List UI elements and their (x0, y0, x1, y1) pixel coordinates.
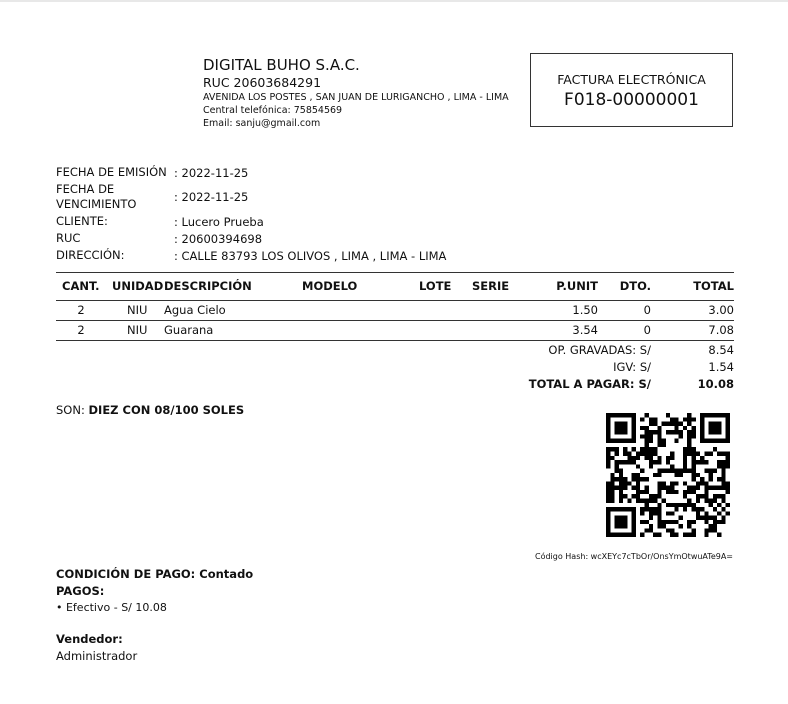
table-header (56, 273, 734, 300)
totals-label: IGV: S/ (613, 360, 651, 374)
totals-row (400, 359, 734, 376)
cell-unidad: NIU (127, 323, 148, 337)
cell-descripcion: Guarana (164, 323, 214, 337)
info-label: CLIENTE: (56, 214, 108, 228)
cell-dto: 0 (643, 323, 651, 337)
info-value: : 2022-11-25 (174, 190, 249, 204)
header-dto: DTO. (619, 279, 651, 293)
qr-code (606, 413, 730, 537)
table-row (56, 301, 734, 321)
header-descripcion: DESCRIPCIÓN (164, 279, 252, 293)
company-phone: Central telefónica: 75854569 (203, 105, 343, 116)
cell-total: 7.08 (708, 323, 734, 337)
info-value: : 2022-11-25 (174, 165, 249, 180)
invoice-number: F018-00000001 (564, 90, 699, 110)
info-row (56, 230, 446, 247)
cell-descripcion: Agua Cielo (164, 303, 226, 317)
items-table (56, 272, 734, 341)
invoice-type: FACTURA ELECTRÓNICA (557, 72, 706, 87)
payment-item: • Efectivo - S/ 10.08 (56, 601, 167, 614)
info-row (56, 164, 446, 181)
info-value: : CALLE 83793 LOS OLIVOS , LIMA , LIMA - LIMA (174, 248, 447, 263)
amount-in-words (56, 403, 244, 417)
grand-total-label: TOTAL A PAGAR: S/ (528, 377, 651, 391)
top-divider (0, 0, 788, 2)
info-row (56, 213, 446, 230)
table-row (56, 321, 734, 341)
info-label: DIRECCIÓN: (56, 248, 125, 262)
son-prefix: SON: (56, 403, 85, 417)
cell-unidad: NIU (127, 303, 148, 317)
totals-row (400, 342, 734, 359)
header-cant: CANT. (62, 279, 100, 293)
seller-label: Vendedor: (56, 632, 123, 646)
hash-code: Código Hash: wcXEYc7cTbOr/OnsYmOtwuATe9A= (534, 552, 733, 561)
seller-name: Administrador (56, 649, 138, 663)
cell-cant: 2 (77, 303, 85, 317)
info-label: RUC (56, 231, 81, 245)
totals-row-grand (400, 376, 734, 393)
payment-condition: CONDICIÓN DE PAGO: Contado (56, 567, 254, 581)
cell-dto: 0 (643, 303, 651, 317)
header-modelo: MODELO (302, 279, 358, 293)
totals-label: OP. GRAVADAS: S/ (548, 343, 651, 357)
cell-punit: 1.50 (572, 303, 598, 317)
invoice-number-box (530, 53, 733, 127)
company-header (203, 56, 509, 130)
header-unidad: UNIDAD (112, 279, 164, 293)
info-value: : Lucero Prueba (174, 214, 264, 229)
cell-total: 3.00 (708, 303, 734, 317)
invoice-info (56, 164, 446, 264)
header-lote: LOTE (419, 279, 452, 293)
header-punit: P.UNIT (556, 279, 598, 293)
info-label: FECHA DE EMISIÓN (56, 165, 167, 179)
cell-cant: 2 (77, 323, 85, 337)
totals-block (400, 342, 734, 393)
header-serie: SERIE (472, 279, 510, 293)
payments-label: PAGOS: (56, 584, 105, 598)
info-row (56, 247, 446, 264)
company-name: DIGITAL BUHO S.A.C. (203, 56, 360, 74)
info-row (56, 181, 446, 213)
company-address: AVENIDA LOS POSTES , SAN JUAN DE LURIGANCHO , LIMA - LIMA (203, 92, 509, 103)
header-total: TOTAL (693, 279, 734, 293)
grand-total-value: 10.08 (697, 377, 734, 391)
info-value: : 20600394698 (174, 231, 263, 246)
cell-punit: 3.54 (572, 323, 598, 337)
info-label: FECHA DE VENCIMIENTO (56, 182, 137, 211)
totals-value: 1.54 (708, 360, 734, 374)
company-ruc: RUC 20603684291 (203, 75, 322, 90)
company-email: Email: sanju@gmail.com (203, 118, 321, 129)
son-amount: DIEZ CON 08/100 SOLES (88, 403, 245, 417)
totals-value: 8.54 (708, 343, 734, 357)
